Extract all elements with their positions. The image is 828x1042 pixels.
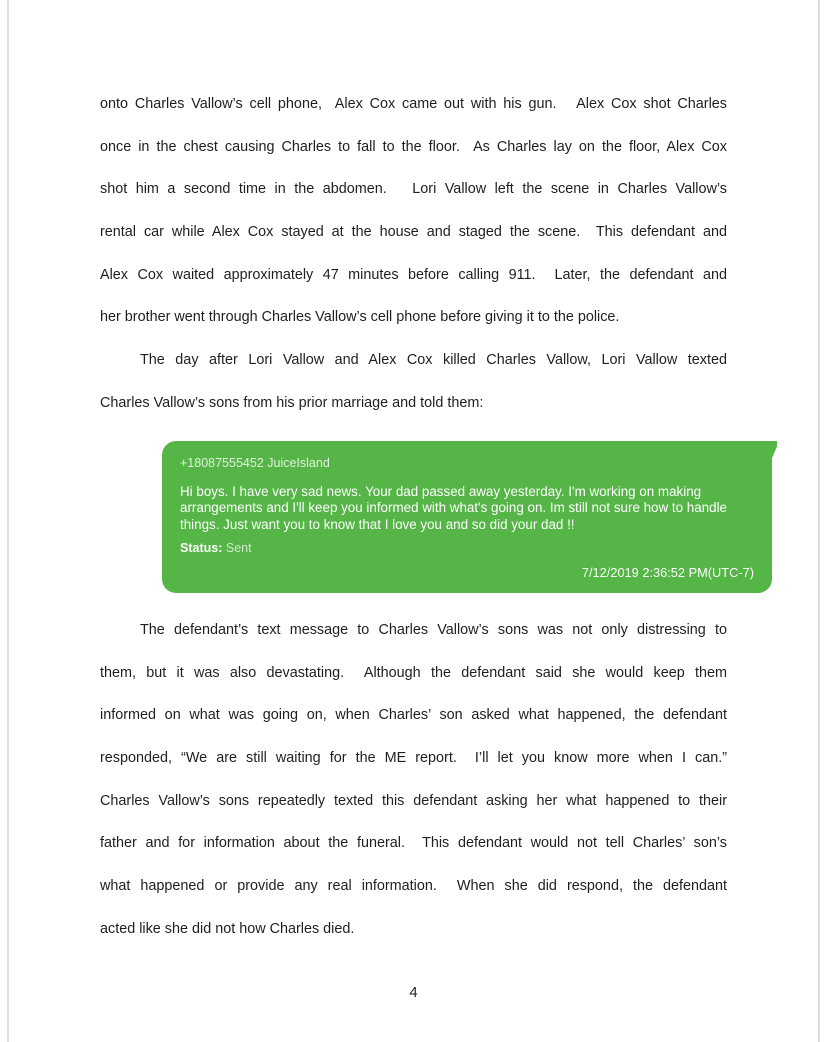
paragraph-2 [100, 339, 727, 424]
text-line: her brother went through Charles Vallow’s cell phone before giving it to the police. [100, 309, 620, 326]
page-right-edge [818, 0, 820, 1042]
page-content [100, 83, 754, 1004]
chat-message-exhibit [162, 441, 772, 594]
text-line: onto Charles Vallow’s cell phone, Alex Cox came out with his gun. Alex Cox shot Charles [100, 96, 727, 112]
text-line: what happened or provide any real information. When she did respond, the defendant [100, 878, 727, 895]
message-bubble [162, 441, 772, 594]
status-value: Sent [225, 541, 252, 555]
bubble-tail-icon [771, 441, 777, 461]
text-line: rental car while Alex Cox stayed at the house and staged the scene. This defendant and [100, 224, 727, 241]
message-text-line: arrangements and I'll keep you informed with what's going on. Im still not sure how to handle [180, 500, 727, 515]
status-label: Status: [180, 541, 223, 555]
text-line: Charles Vallow’s sons repeatedly texted this defendant asking her what happened to their [100, 792, 727, 809]
text-line: father and for information about the funeral. This defendant would not tell Charles’ son’s [100, 835, 727, 852]
text-line: shot him a second time in the abdomen. Lori Vallow left the scene in Charles Vallow’s [100, 181, 727, 198]
message-text-line: things. Just want you to know that I love you and so did your dad !! [180, 516, 575, 532]
page-left-edge [7, 0, 9, 1042]
text-line: Alex Cox waited approximately 47 minutes before calling 911. Later, the defendant and [100, 266, 727, 283]
text-line: responded, “We are still waiting for the ME report. I’ll let you know more when I can.” [100, 750, 727, 767]
text-line: once in the chest causing Charles to fall to the floor. As Charles lay on the floor, Alex Cox [100, 138, 727, 155]
message-status [180, 541, 754, 555]
paragraph-1 [100, 83, 727, 339]
text-line: The defendant’s text message to Charles Vallow’s sons was not only distressing to [140, 622, 727, 638]
message-text-line: Hi boys. I have very sad news. Your dad passed away yesterday. I'm working on making [180, 483, 702, 499]
message-timestamp: 7/12/2019 2:36:52 PM(UTC-7) [581, 565, 754, 580]
text-line: informed on what was going on, when Charles’ son asked what happened, the defendant [100, 707, 727, 724]
text-line: acted like she did not how Charles died. [100, 920, 355, 937]
paragraph-3 [100, 609, 727, 951]
page-number: 4 [409, 983, 418, 1001]
message-sender: +18087555452 JuiceIsland [180, 455, 330, 470]
text-line: Charles Vallow’s sons from his prior marriage and told them: [100, 394, 484, 411]
text-line: them, but it was also devastating. Although the defendant said she would keep them [100, 664, 727, 681]
text-line: The day after Lori Vallow and Alex Cox killed Charles Vallow, Lori Vallow texted [140, 352, 727, 369]
